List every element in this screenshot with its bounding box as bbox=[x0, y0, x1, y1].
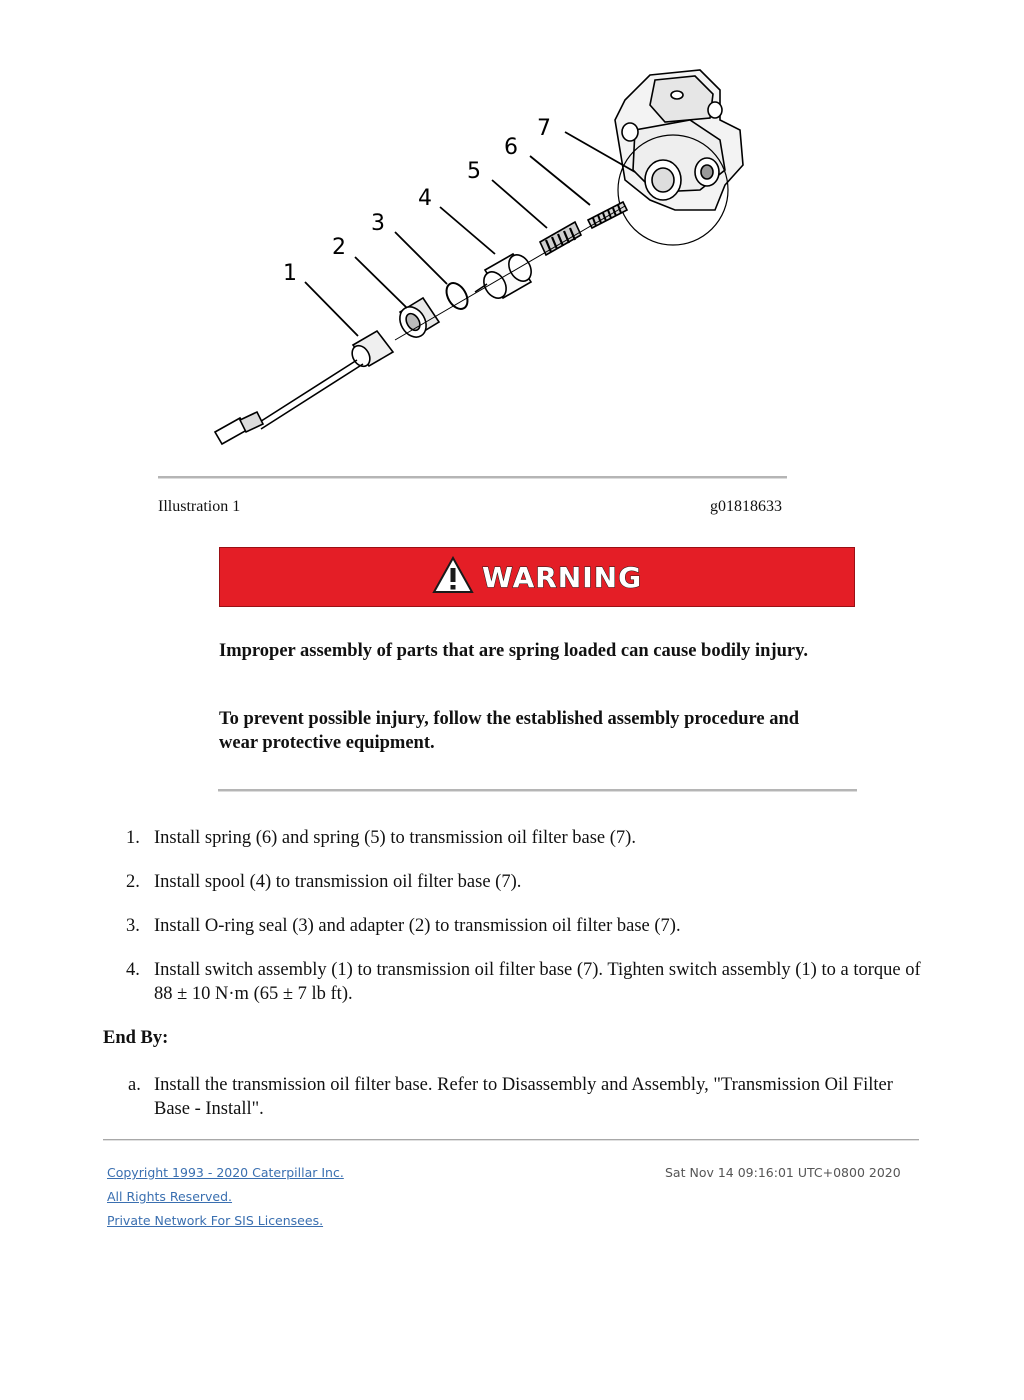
callout-5: 5 bbox=[467, 159, 481, 184]
list-item bbox=[126, 958, 926, 1006]
rights-link[interactable]: All Rights Reserved. bbox=[107, 1189, 233, 1204]
footer-timestamp: Sat Nov 14 09:16:01 UTC+0800 2020 bbox=[665, 1165, 901, 1180]
step-number: 4. bbox=[126, 960, 140, 980]
step-number: a. bbox=[128, 1075, 141, 1095]
callout-1: 1 bbox=[283, 261, 297, 286]
warning-divider bbox=[218, 789, 857, 792]
footer-network bbox=[107, 1213, 323, 1228]
list-item bbox=[126, 870, 926, 894]
warning-word: WARNING bbox=[481, 560, 643, 594]
step-number: 2. bbox=[126, 872, 140, 892]
callout-6: 6 bbox=[504, 135, 518, 160]
end-by-heading: End By: bbox=[103, 1028, 169, 1048]
list-item bbox=[126, 826, 926, 850]
filter-base-part bbox=[615, 70, 743, 245]
step-number: 3. bbox=[126, 916, 140, 936]
warning-banner bbox=[219, 547, 855, 607]
step-number: 1. bbox=[126, 828, 140, 848]
illustration-divider bbox=[158, 476, 787, 479]
step-text: Install switch assembly (1) to transmission oil filter base (7). Tighten switch assembly (1) to a torque of 88 ± 10 N·m (65 ± 7 lb ft). bbox=[154, 960, 921, 1004]
warning-triangle-icon bbox=[432, 556, 474, 599]
spool-part bbox=[475, 251, 536, 302]
step-text: Install spool (4) to transmission oil filter base (7). bbox=[154, 872, 522, 892]
illustration-drawing bbox=[195, 60, 765, 460]
o-ring-part bbox=[442, 279, 472, 312]
step-text: Install O-ring seal (3) and adapter (2) to transmission oil filter base (7). bbox=[154, 916, 681, 936]
warning-paragraph-2: To prevent possible injury, follow the established assembly procedure and wear protective equipment. bbox=[219, 709, 800, 753]
callout-2: 2 bbox=[332, 235, 346, 260]
step-text: Install the transmission oil filter base. Refer to Disassembly and Assembly, "Transmission Oil Filter Base - Install". bbox=[154, 1075, 893, 1119]
network-link[interactable]: Private Network For SIS Licensees. bbox=[107, 1213, 324, 1228]
list-item bbox=[126, 914, 926, 938]
callout-7: 7 bbox=[537, 116, 551, 141]
illustration-caption-label: Illustration 1 bbox=[158, 498, 241, 515]
footer-divider bbox=[103, 1139, 919, 1141]
callout-4: 4 bbox=[418, 186, 432, 211]
warning-paragraph-1: Improper assembly of parts that are spring loaded can cause bodily injury. bbox=[219, 641, 808, 661]
callout-3: 3 bbox=[371, 211, 385, 236]
switch-assembly-part bbox=[215, 331, 393, 444]
footer-copyright bbox=[107, 1165, 344, 1180]
exploded-view-illustration bbox=[195, 60, 765, 460]
adapter-part bbox=[395, 298, 439, 342]
list-item bbox=[126, 1073, 926, 1121]
copyright-link[interactable]: Copyright 1993 - 2020 Caterpillar Inc. bbox=[107, 1165, 344, 1180]
step-text: Install spring (6) and spring (5) to transmission oil filter base (7). bbox=[154, 828, 636, 848]
footer-rights bbox=[107, 1189, 232, 1204]
illustration-caption-id: g01818633 bbox=[710, 498, 782, 515]
end-by-steps bbox=[126, 1073, 926, 1121]
procedure-steps bbox=[126, 826, 926, 1026]
